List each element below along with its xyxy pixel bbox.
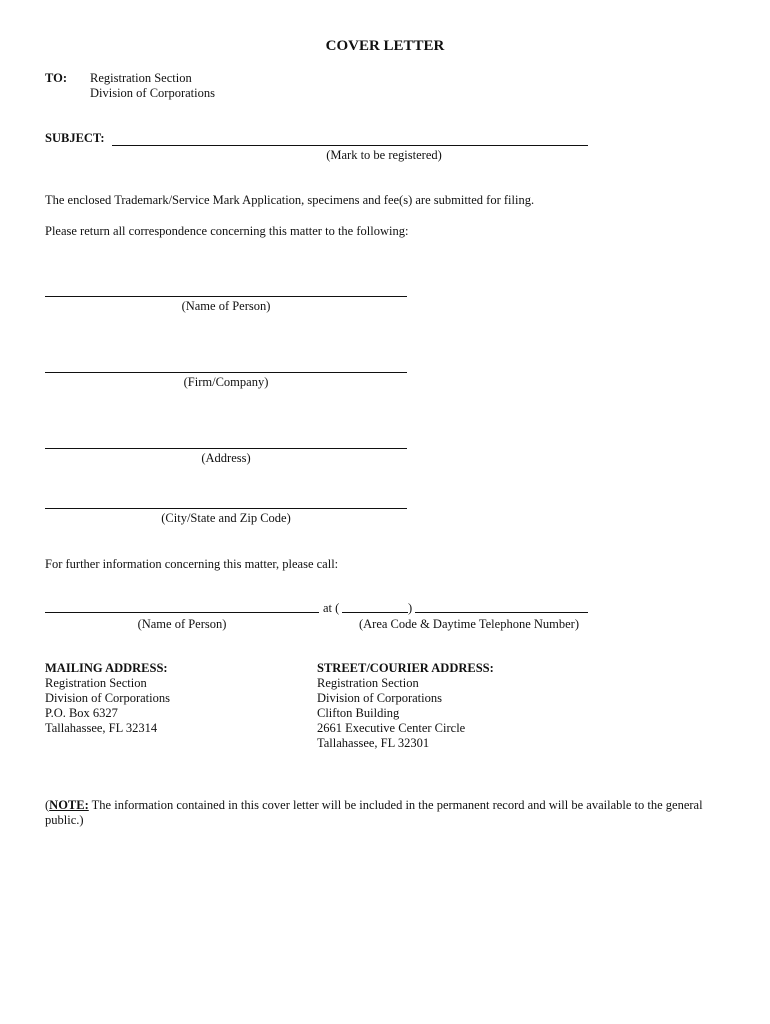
phone-caption: (Area Code & Daytime Telephone Number)	[358, 617, 579, 631]
phone-number-line[interactable]	[415, 612, 588, 613]
firm-company-line[interactable]	[45, 372, 407, 373]
page-title: COVER LETTER	[325, 38, 445, 54]
close-paren: )	[408, 601, 413, 615]
mailing-address-line: Division of Corporations	[45, 691, 170, 705]
mailing-address-block	[45, 661, 170, 736]
street-address-line: Clifton Building	[317, 706, 400, 720]
body-paragraph-2: Please return all correspondence concerning this matter to the following:	[45, 224, 409, 238]
subject-input-line[interactable]	[112, 145, 588, 146]
phone-intro: For further information concerning this matter, please call:	[45, 557, 339, 571]
area-code-line[interactable]	[342, 612, 408, 613]
note-open-paren: (	[45, 798, 50, 812]
body-paragraph-1: The enclosed Trademark/Service Mark Application, specimens and fee(s) are submitted for filing.	[45, 193, 535, 207]
contact-name-line[interactable]	[45, 612, 319, 613]
mailing-address-heading: MAILING ADDRESS:	[45, 661, 168, 675]
address-caption: (Address)	[201, 451, 251, 465]
street-address-line: Registration Section	[317, 676, 419, 690]
street-address-heading: STREET/COURIER ADDRESS:	[317, 661, 494, 675]
note-paragraph	[45, 798, 725, 828]
mailing-address-line: Tallahassee, FL 32314	[45, 721, 158, 735]
name-of-person-line[interactable]	[45, 296, 407, 297]
address-line[interactable]	[45, 448, 407, 449]
at-text: at (	[323, 601, 340, 615]
street-address-line: Division of Corporations	[317, 691, 442, 705]
to-recipient-line-2: Division of Corporations	[90, 86, 215, 100]
note-label: NOTE:	[49, 798, 89, 812]
street-address-block	[317, 661, 494, 751]
subject-label: SUBJECT:	[45, 131, 105, 145]
street-address-line: Tallahassee, FL 32301	[317, 736, 430, 750]
firm-company-caption: (Firm/Company)	[183, 375, 269, 389]
to-recipient-line-1: Registration Section	[90, 71, 192, 85]
city-state-zip-caption: (City/State and Zip Code)	[161, 511, 291, 525]
mailing-address-line: Registration Section	[45, 676, 147, 690]
note-text: The information contained in this cover letter will be included in the permanent record and will be available to the general public.)	[45, 798, 703, 827]
city-state-zip-line[interactable]	[45, 508, 407, 509]
name-of-person-caption: (Name of Person)	[181, 299, 271, 313]
contact-name-caption: (Name of Person)	[137, 617, 227, 631]
street-address-line: 2661 Executive Center Circle	[317, 721, 466, 735]
mailing-address-line: P.O. Box 6327	[45, 706, 118, 720]
to-label: TO:	[45, 71, 67, 85]
subject-caption: (Mark to be registered)	[326, 148, 442, 162]
